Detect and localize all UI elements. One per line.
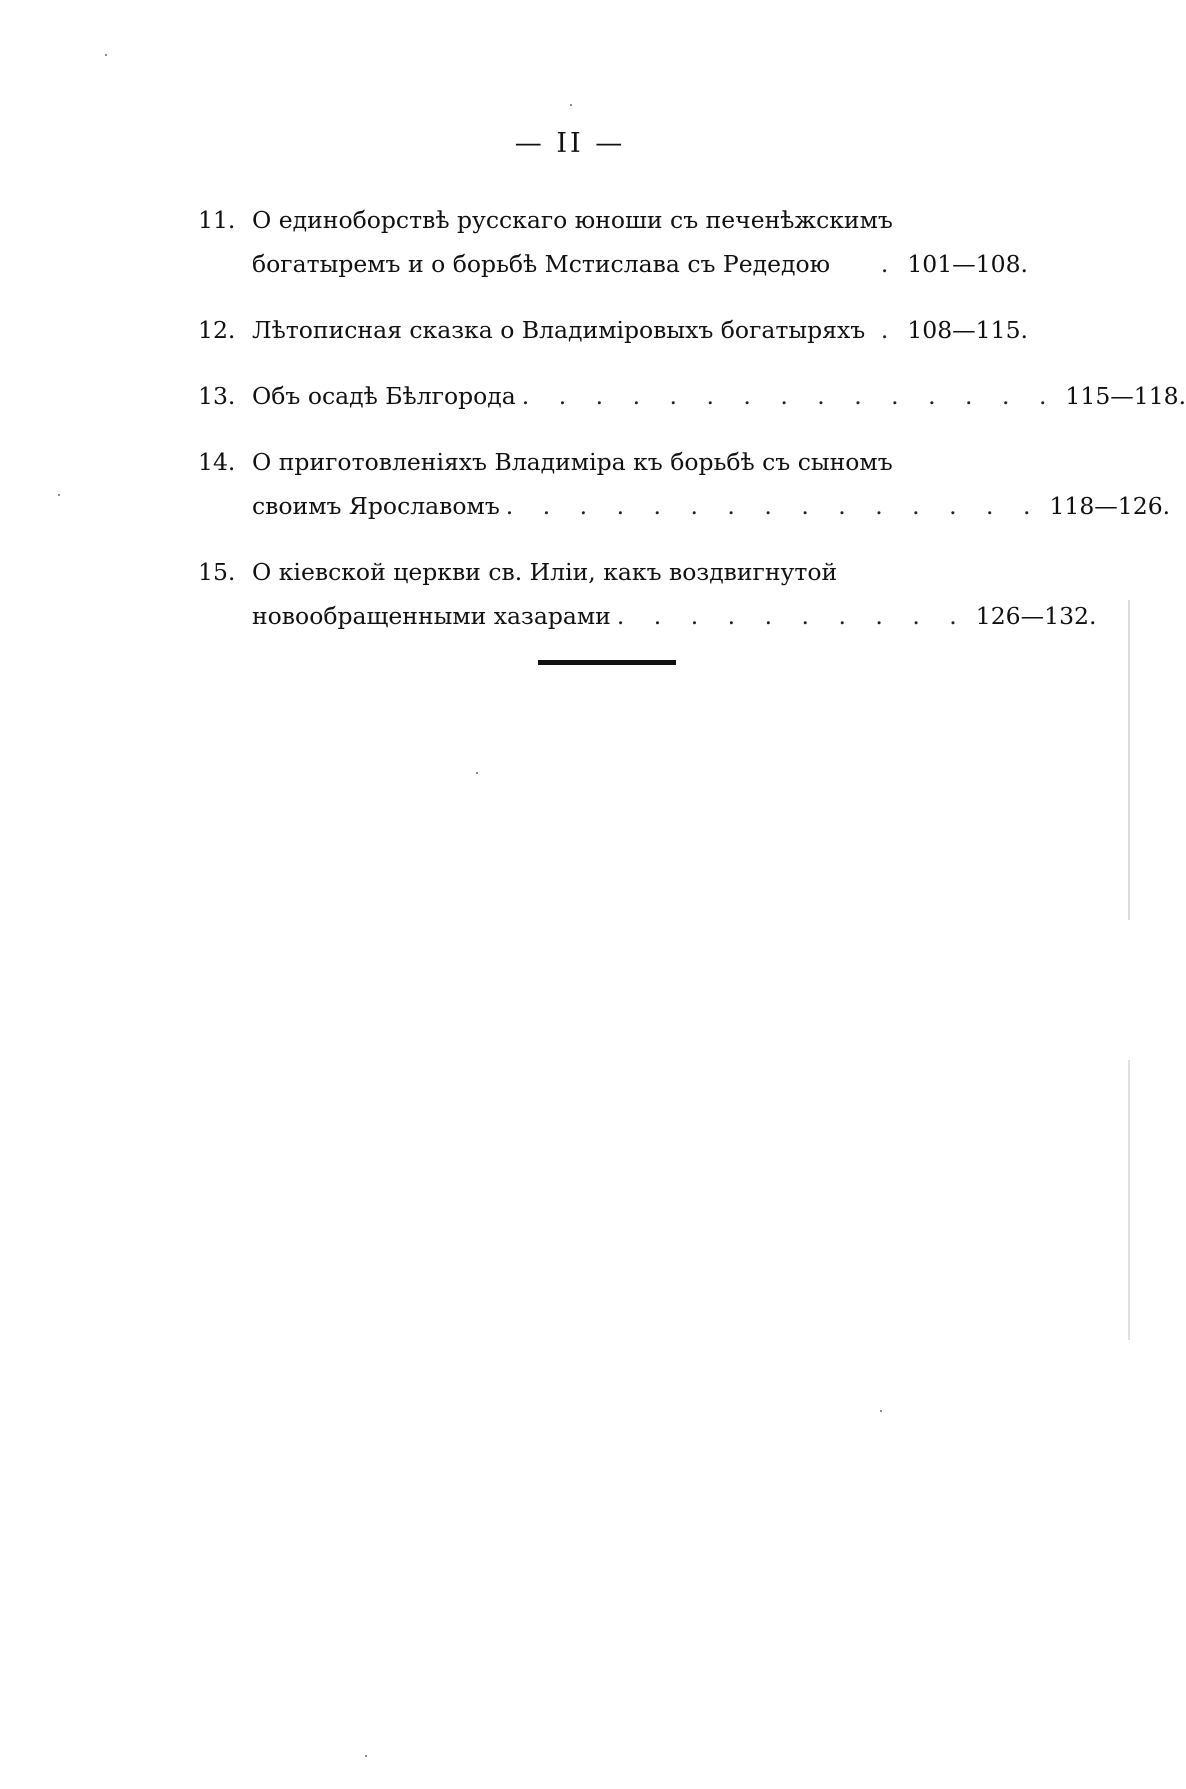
scan-margin-line [1128, 600, 1130, 920]
entry-pages: 118—126. [1049, 492, 1171, 520]
toc-entry-12 [198, 308, 1028, 352]
dot-leader: . [880, 316, 900, 344]
entry-pages: 101—108. [907, 250, 1028, 278]
horizontal-rule [538, 660, 676, 665]
entry-number: 13. [198, 382, 236, 410]
entry-title-line-1: Объ осадѣ Бѣлгорода [252, 382, 516, 410]
dot-leader: . . . . . . . . . . . . . . . [505, 492, 1042, 520]
toc-entry-14 [198, 440, 1171, 528]
dot-leader: . [880, 250, 900, 278]
scan-speck [476, 772, 478, 774]
toc-entry-11 [198, 198, 1028, 286]
entry-pages: 126—132. [975, 602, 1097, 630]
entry-number: 11. [198, 206, 236, 234]
entry-pages: 115—118. [1065, 382, 1186, 410]
entry-number: 12. [198, 316, 236, 344]
toc-entry-13 [198, 374, 1186, 418]
scan-margin-line [1128, 1060, 1130, 1340]
scan-speck [105, 54, 107, 56]
entry-title-line-1: Лѣтописная сказка о Владиміровыхъ богатыряхъ [252, 316, 866, 344]
entry-title-line-2: богатыремъ и о борьбѣ Мстислава съ Редедою [252, 250, 831, 278]
scan-speck [58, 494, 60, 496]
scan-speck [880, 1410, 882, 1412]
entry-pages: 108—115. [907, 316, 1028, 344]
entry-title-line-1: О приготовленіяхъ Владиміра къ борьбѣ съ сыномъ [252, 448, 893, 476]
entry-title-line-1: О кіевской церкви св. Иліи, какъ воздвигнутой [252, 558, 838, 586]
entry-title-line-2: новообращенными хазарами [252, 602, 611, 630]
entry-number: 15. [198, 558, 236, 586]
scan-speck [570, 104, 572, 106]
page-number: — II — [514, 128, 626, 159]
dot-leader: . . . . . . . . . . . . . . . [521, 382, 1058, 410]
scan-speck [365, 1755, 367, 1757]
entry-title-line-1: О единоборствѣ русскаго юноши съ печенѣжскимъ [252, 206, 893, 234]
entry-number: 14. [198, 448, 236, 476]
toc-entry-15 [198, 550, 1097, 638]
entry-title-line-2: своимъ Ярославомъ [252, 492, 500, 520]
table-of-contents [198, 198, 1186, 660]
dot-leader: . . . . . . . . . . [616, 602, 968, 630]
